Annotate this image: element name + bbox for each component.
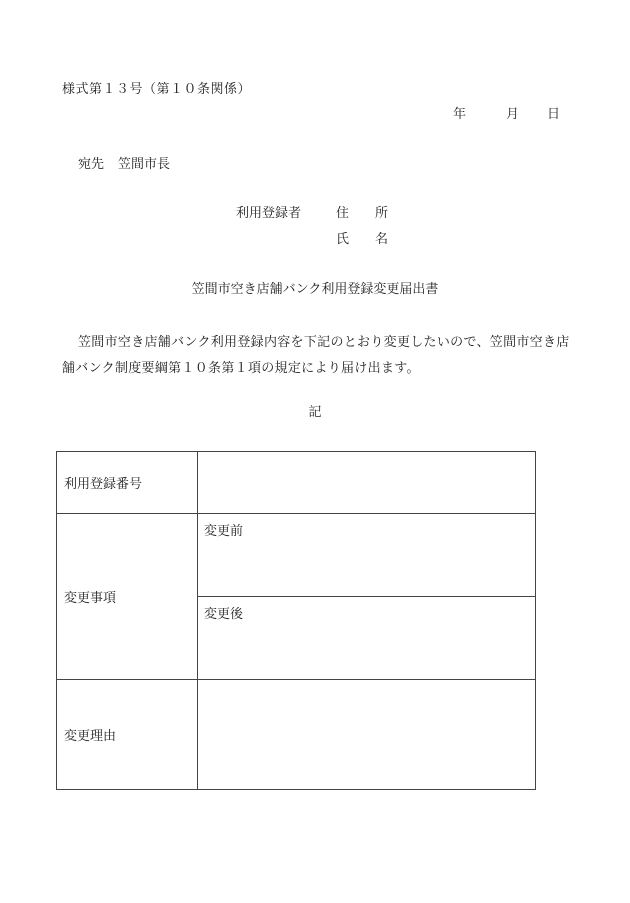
change-reason-label: 変更理由 [57, 680, 198, 790]
address-label-char2: 所 [375, 206, 389, 221]
change-reason-field[interactable] [198, 680, 536, 790]
body-text: 笠間市空き店舗バンク利用登録内容を下記のとおり変更したいので、笠間市空き店舗バンク制度要綱第１０条第１項の規定により届け出ます。 [62, 335, 570, 376]
document-title: 笠間市空き店舗バンク利用登録変更届出書 [191, 282, 439, 297]
table-row-change-before [57, 514, 536, 597]
applicant-label: 利用登録者 [236, 206, 302, 221]
change-before-field[interactable] [198, 514, 536, 597]
name-label [336, 232, 388, 248]
addressee [78, 157, 170, 173]
address-label [336, 206, 388, 222]
change-after-field[interactable] [198, 597, 536, 680]
addressee-name: 笠間市長 [118, 157, 171, 172]
address-label-char1: 住 [336, 206, 350, 221]
form-number: 様式第１３号（第１０条関係） [62, 82, 252, 97]
change-item-label: 変更事項 [57, 514, 198, 680]
table-row-registration-number [57, 452, 536, 514]
date-day-label: 日 [547, 107, 561, 122]
name-label-char2: 名 [375, 232, 389, 247]
table-row-reason [57, 680, 536, 790]
change-form-table [56, 451, 536, 790]
body-paragraph [62, 330, 582, 382]
date-year-label: 年 [453, 107, 467, 122]
addressee-prefix: 宛先 [78, 157, 105, 172]
change-before-label: 変更前 [204, 524, 244, 539]
ki-heading: 記 [308, 405, 322, 420]
name-label-char1: 氏 [336, 232, 350, 247]
change-after-label: 変更後 [204, 607, 244, 622]
date-line [453, 107, 560, 123]
date-month-label: 月 [506, 107, 520, 122]
registration-number-label: 利用登録番号 [57, 452, 198, 514]
registration-number-field[interactable] [198, 452, 536, 514]
